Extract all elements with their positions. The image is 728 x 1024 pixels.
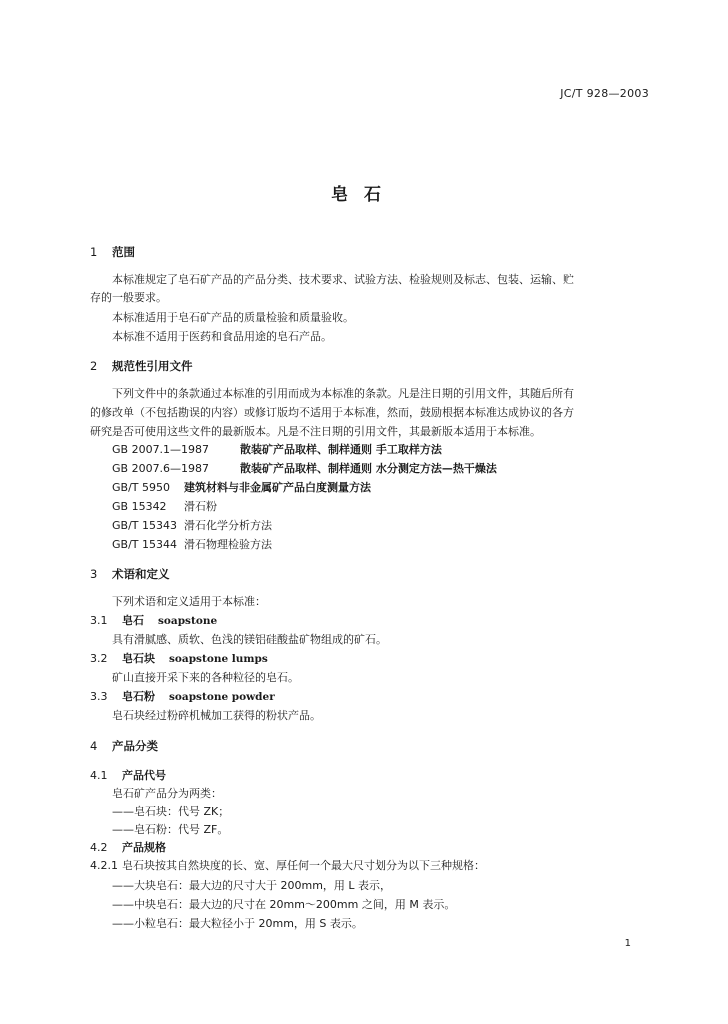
list-item: ——小粒皂石：最大粒径小于 20mm，用 S 表示。 [112, 917, 363, 930]
term-heading [90, 613, 217, 629]
section-number: 2 [90, 359, 98, 373]
term-heading [90, 651, 268, 667]
section-number: 4 [90, 739, 98, 753]
section-number: 1 [90, 245, 98, 259]
paragraph: 下列文件中的条款通过本标准的引用而成为本标准的条款。凡是注日期的引用文件，其随后所有 [112, 387, 574, 400]
reference-code: GB/T 15343 [112, 519, 177, 532]
reference-code: GB 2007.1—1987 [112, 443, 210, 456]
reference-name: 滑石粉 [184, 500, 217, 513]
paragraph: 本标准规定了皂石矿产品的产品分类、技术要求、试验方法、检验规则及标志、包装、运输、贮 [112, 273, 574, 286]
section-1-heading [90, 244, 135, 260]
section-title: 产品分类 [112, 739, 158, 753]
term-heading [90, 689, 275, 705]
list-item: ——中块皂石：最大边的尺寸在 20mm～200mm 之间，用 M 表示。 [112, 898, 456, 911]
section-2-heading [90, 358, 193, 374]
paragraph: 皂石矿产品分为两类： [112, 787, 222, 800]
reference-name: 建筑材料与非金属矿产品白度测量方法 [184, 481, 371, 494]
subsection-4-1-heading [90, 768, 166, 783]
paragraph: 下列术语和定义适用于本标准： [112, 595, 266, 608]
reference-code: GB 15342 [112, 500, 167, 513]
paragraph: 存的一般要求。 [90, 291, 167, 304]
subsection-number: 4.2.1 [90, 859, 118, 872]
term-definition: 皂石块经过粉碎机械加工获得的粉状产品。 [112, 709, 321, 722]
term-number: 3.3 [90, 690, 108, 703]
subsection-text: 皂石块按其自然块度的长、宽、厚任何一个最大尺寸划分为以下三种规格： [122, 859, 485, 872]
reference-name: 滑石化学分析方法 [184, 519, 272, 532]
section-title: 规范性引用文件 [112, 359, 193, 373]
reference-code: GB 2007.6—1987 [112, 462, 210, 475]
paragraph: 的修改单（不包括勘误的内容）或修订版均不适用于本标准，然而，鼓励根据本标准达成协议的各方 [90, 406, 574, 419]
section-title: 术语和定义 [112, 567, 170, 581]
reference-item [112, 461, 497, 476]
term-definition: 具有滑腻感、质软、色浅的镁铝硅酸盐矿物组成的矿石。 [112, 633, 387, 646]
list-item: ——皂石块：代号 ZK； [112, 805, 230, 818]
subsection-4-2-1 [90, 858, 485, 873]
standard-code: JC/T 928—2003 [560, 87, 649, 100]
reference-item [112, 480, 371, 495]
term-chinese: 皂石块 [122, 652, 155, 665]
reference-name: 散装矿产品取样、制样通则 水分测定方法—热干燥法 [240, 462, 497, 475]
page-title: 皂石 [331, 185, 397, 205]
term-definition: 矿山直接开采下来的各种粒径的皂石。 [112, 671, 299, 684]
section-3-heading [90, 566, 170, 582]
subsection-4-2-heading [90, 840, 166, 855]
paragraph: 研究是否可使用这些文件的最新版本。凡是不注日期的引用文件，其最新版本适用于本标准。 [90, 425, 541, 438]
term-english: soapstone powder [169, 691, 275, 703]
list-item: ——皂石粉：代号 ZF。 [112, 823, 229, 836]
subsection-number: 4.2 [90, 841, 108, 854]
reference-item [112, 518, 272, 533]
term-number: 3.2 [90, 652, 108, 665]
term-number: 3.1 [90, 614, 108, 627]
term-english: soapstone [158, 615, 218, 627]
reference-item [112, 499, 217, 514]
section-4-heading [90, 738, 158, 754]
reference-item [112, 537, 272, 552]
paragraph: 本标准适用于皂石矿产品的质量检验和质量验收。 [112, 311, 354, 324]
subsection-title: 产品代号 [122, 769, 166, 782]
reference-name: 滑石物理检验方法 [184, 538, 272, 551]
reference-item [112, 442, 442, 457]
term-chinese: 皂石 [122, 614, 144, 627]
paragraph: 本标准不适用于医药和食品用途的皂石产品。 [112, 330, 332, 343]
reference-code: GB/T 15344 [112, 538, 177, 551]
section-title: 范围 [112, 245, 135, 259]
subsection-title: 产品规格 [122, 841, 166, 854]
page-number: 1 [624, 938, 631, 949]
reference-name: 散装矿产品取样、制样通则 手工取样方法 [240, 443, 442, 456]
section-number: 3 [90, 567, 98, 581]
subsection-number: 4.1 [90, 769, 108, 782]
reference-code: GB/T 5950 [112, 481, 170, 494]
term-english: soapstone lumps [169, 653, 268, 665]
list-item: ——大块皂石：最大边的尺寸大于 200mm，用 L 表示， [112, 879, 392, 892]
term-chinese: 皂石粉 [122, 690, 155, 703]
